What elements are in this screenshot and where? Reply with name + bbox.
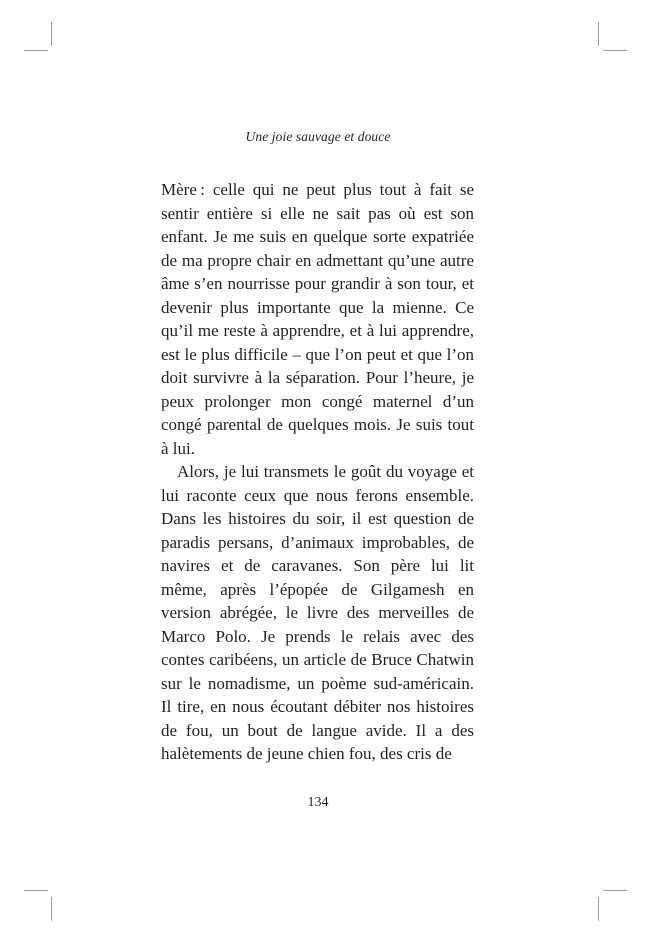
page-number: 134 — [307, 795, 329, 810]
crop-mark — [24, 890, 48, 891]
body-text — [161, 178, 474, 766]
crop-mark — [603, 50, 627, 51]
crop-mark — [603, 890, 627, 891]
crop-mark — [51, 897, 52, 921]
crop-mark — [24, 50, 48, 51]
running-head: Une joie sauvage et douce — [245, 129, 391, 144]
crop-mark — [598, 897, 599, 921]
crop-mark — [598, 22, 599, 46]
crop-mark — [51, 22, 52, 46]
paragraph: Mère : celle qui ne peut plus tout à fait se sentir entière si elle ne sait pas où est son enfant. Je me suis en quelque sorte expatriée de ma propre chair en admettant qu’une autre âme s’en nourrisse pour grandir à son tour, et devenir plus importante que la mienne. Ce qu’il me reste à apprendre, et à lui apprendre, est le plus difficile – que l’on peut et que l’on doit survivre à la séparation. Pour l’heure, je peux prolonger mon congé maternel d’un congé parental de quelques mois. Je suis tout à lui. — [161, 180, 474, 458]
paragraph: Alors, je lui transmets le goût du voyage et lui raconte ceux que nous ferons ensemble. Dans les histoires du soir, il est question de paradis persans, d’animaux improbables, de navires et de caravanes. Son père lui lit même, après l’épopée de Gilgamesh en version abrégée, le livre des merveilles de Marco Polo. Je prends le relais avec des contes caribéens, un article de Bruce Chatwin sur le nomadisme, un poème sud-américain. Il tire, en nous écoutant débiter nos histoires de fou, un bout de langue avide. Il a des halètements de jeune chien fou, des cris de — [161, 462, 474, 763]
